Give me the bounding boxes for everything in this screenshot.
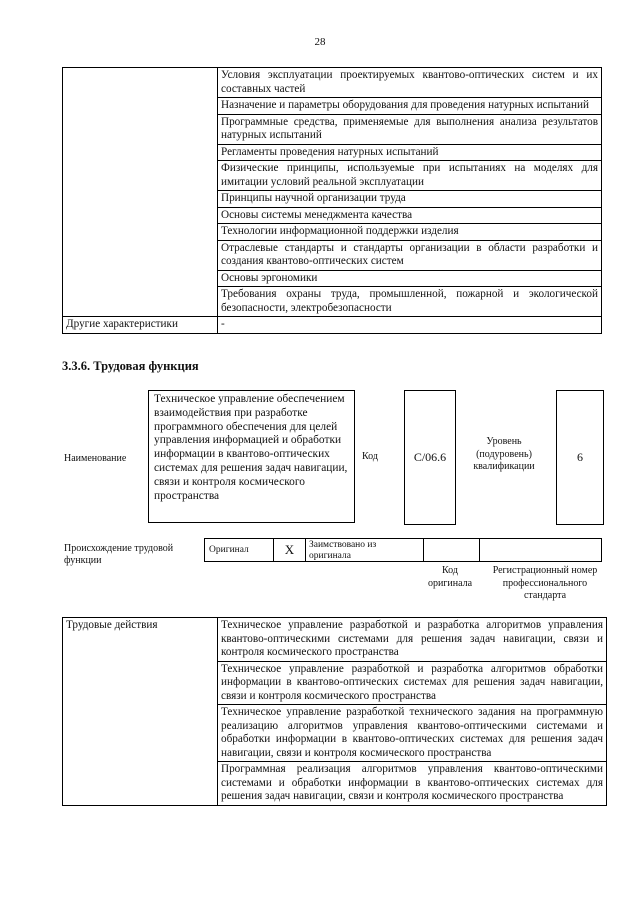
table-cell: Физические принципы, используемые при испытаниях на моделях для имитации условий реальной эксплуатации [218,161,602,191]
function-name-box: Техническое управление обеспечением взаимодействия при разработке программного обеспечения для целей управления информацией и обработки информации в квантово-оптических системах для решения задач навигации, связи и контроля космического пространства [148,390,355,523]
origin-row [204,538,602,562]
table-cell: Условия эксплуатации проектируемых квантово-оптических систем и их составных частей [218,68,602,98]
original-cell: Оригинал [204,538,274,562]
table-cell: Требования охраны труда, промышленной, пожарной и экологической безопасности, электробезопасности [218,287,602,317]
original-code-caption: Код оригинала [427,565,473,589]
table-cell: Принципы научной организации труда [218,191,602,208]
knowledge-table [62,67,602,334]
table-cell-empty [63,68,218,317]
registration-number-cell [480,538,602,562]
table-cell: Технологии информационной поддержки изделия [218,224,602,241]
level-label: Уровень (подуровень) квалификации [473,436,535,472]
qualification-level: 6 [577,450,583,464]
table-cell: Техническое управление разработкой технического задания на программную реализацию алгоритмов управления квантово-оптическими системами и обработки информации в квантово-оптических системах для решения задач навигации, связи и контроля космического пространства [218,705,607,762]
code-label: Код [362,451,378,462]
function-code-box [404,390,456,525]
function-code: C/06.6 [413,450,447,464]
table-row [63,68,602,98]
original-mark-cell: X [274,538,306,562]
qualification-level-box [556,390,604,525]
other-characteristics-label: Другие характеристики [63,317,218,334]
original-code-cell [424,538,480,562]
table-cell: Регламенты проведения натурных испытаний [218,144,602,161]
page-number: 28 [314,36,326,48]
table-cell: Основы эргономики [218,270,602,287]
table-cell: Отраслевые стандарты и стандарты организации в области разработки и создания квантово-оптических систем [218,240,602,270]
table-cell: Основы системы менеджмента качества [218,207,602,224]
other-characteristics-value: - [218,317,602,334]
table-row [63,618,607,662]
borrowed-cell: Заимствовано из оригинала [306,538,424,562]
section-title: 3.3.6. Трудовая функция [62,359,199,373]
labor-actions-label: Трудовые действия [63,618,218,806]
registration-number-caption: Регистрационный номер профессионального стандарта [492,565,598,601]
table-row [63,317,602,334]
name-label: Наименование [64,453,127,464]
table-cell: Программная реализация алгоритмов управления квантово-оптическими системами и обработки информации в квантово-оптических системах для решения задач навигации, связи и контроля космического пространства [218,762,607,806]
table-cell: Техническое управление разработкой и разработка алгоритмов обработки информации в квантово-оптических системах для решения задач навигации, связи и контроля космического пространства [218,661,607,705]
table-cell: Назначение и параметры оборудования для проведения натурных испытаний [218,98,602,115]
table-cell: Программные средства, применяемые для выполнения анализа результатов натурных испытаний [218,114,602,144]
origin-label: Происхождение трудовой функции [64,543,174,566]
table-cell: Техническое управление разработкой и разработка алгоритмов управления квантово-оптическими системами для решения задач навигации, связи и контроля космического пространства [218,618,607,662]
labor-actions-table [62,617,607,806]
